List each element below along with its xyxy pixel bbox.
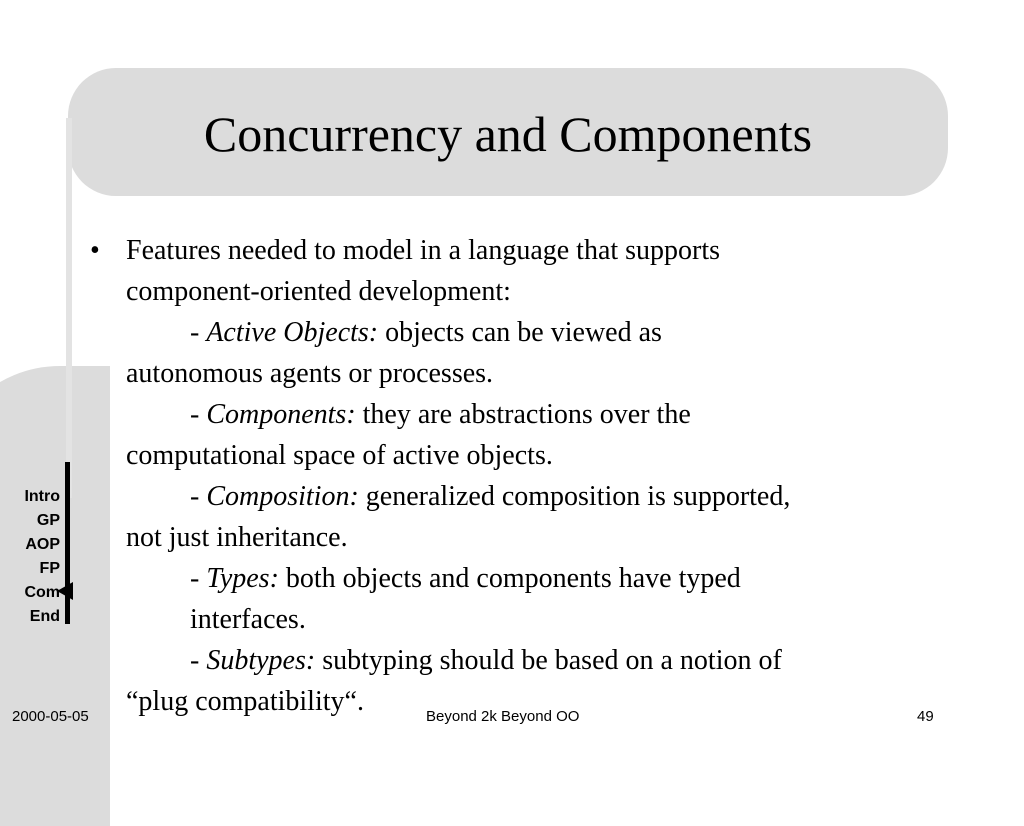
dash: - bbox=[190, 563, 207, 594]
body-line: component-oriented development: bbox=[126, 276, 511, 307]
nav-item-fp[interactable]: FP bbox=[39, 560, 60, 577]
feature-term: Composition: bbox=[206, 481, 359, 512]
body-line: not just inheritance. bbox=[126, 522, 348, 553]
bullet-text bbox=[126, 230, 946, 722]
nav-item-gp[interactable]: GP bbox=[36, 512, 60, 529]
feature-desc: both objects and components have typed bbox=[278, 563, 741, 594]
feature-term: Components: bbox=[206, 399, 356, 430]
body-line: autonomous agents or processes. bbox=[126, 358, 494, 389]
body-line: “plug compatibility“. bbox=[126, 686, 364, 717]
section-nav bbox=[24, 485, 60, 629]
feature-desc: they are abstractions over the bbox=[355, 399, 691, 430]
feature-composition bbox=[126, 476, 946, 517]
feature-term: Types: bbox=[206, 563, 279, 594]
page-number: 49 bbox=[917, 708, 934, 725]
body-line: computational space of active objects. bbox=[126, 440, 553, 471]
feature-term: Subtypes: bbox=[206, 645, 316, 676]
footer-date: 2000-05-05 bbox=[12, 708, 89, 725]
feature-types bbox=[126, 558, 946, 599]
body-line: interfaces. bbox=[190, 604, 306, 635]
current-section-arrow-icon bbox=[57, 582, 73, 600]
feature-subtypes bbox=[126, 640, 946, 681]
slide-title: Concurrency and Components bbox=[203, 106, 813, 162]
nav-item-com[interactable]: Com bbox=[24, 584, 60, 601]
feature-term: Active Objects: bbox=[206, 317, 379, 348]
feature-active-objects bbox=[126, 312, 946, 353]
nav-item-end[interactable]: End bbox=[29, 608, 60, 625]
body-line: Features needed to model in a language that supports bbox=[126, 235, 721, 266]
dash: - bbox=[190, 481, 207, 512]
footer-title: Beyond 2k Beyond OO bbox=[426, 708, 580, 725]
dash: - bbox=[190, 317, 207, 348]
nav-item-aop[interactable]: AOP bbox=[25, 536, 60, 553]
decor-vertical-line bbox=[66, 118, 72, 498]
feature-desc: generalized composition is supported, bbox=[358, 481, 791, 512]
feature-components bbox=[126, 394, 946, 435]
feature-desc: objects can be viewed as bbox=[378, 317, 662, 348]
bullet-dot: • bbox=[90, 235, 100, 266]
dash: - bbox=[190, 399, 207, 430]
dash: - bbox=[190, 645, 207, 676]
feature-desc: subtyping should be based on a notion of bbox=[315, 645, 782, 676]
nav-item-intro[interactable]: Intro bbox=[24, 488, 60, 505]
